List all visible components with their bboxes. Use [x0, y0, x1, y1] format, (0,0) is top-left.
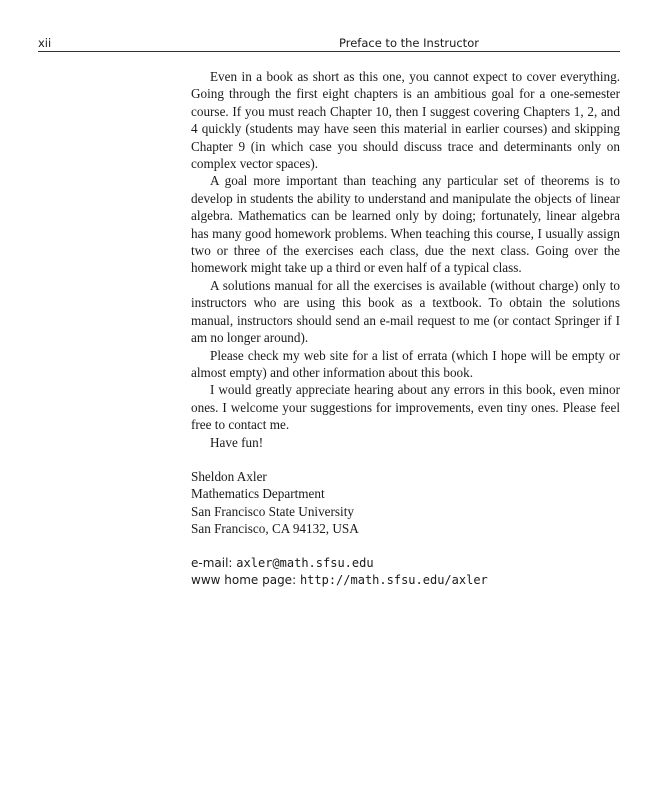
paragraph-solutions-manual: A solutions manual for all the exercises is available (without charge) only to instructors who are using this book as a textbook. To obtain the solutions manual, instructors should send an e-mail request to me (or contact Springer if I am no longer around). — [191, 277, 620, 346]
author-department: Mathematics Department — [191, 486, 325, 502]
author-institution: San Francisco State University — [191, 503, 354, 519]
running-head — [38, 35, 620, 52]
paragraph-errata: Please check my web site for a list of errata (which I hope will be empty or almost empty) and other information about this book. — [191, 347, 620, 380]
email-label: e-mail: — [191, 555, 233, 570]
contact-block — [191, 555, 620, 590]
page-number: xii — [38, 36, 52, 50]
web-line — [191, 572, 620, 589]
preface-body — [191, 68, 620, 589]
paragraph-coverage: Even in a book as short as this one, you cannot expect to cover everything. Going through the first eight chapters is an ambitious goal for a one-semester course. If you must reach Chapter 10, then I suggest covering Chapters 1, 2, and 4 quickly (students may have seen this material in earlier courses) and skipping Chapter 9 (in which case you should discuss trace and determinants only on complex vector spaces). — [191, 69, 620, 172]
signature-block — [191, 468, 620, 538]
paragraph-have-fun: Have fun! — [210, 434, 264, 450]
running-title: Preface to the Instructor — [339, 36, 479, 50]
email-address[interactable]: axler@math.sfsu.edu — [236, 555, 374, 570]
paragraph-goal: A goal more important than teaching any particular set of theorems is to develop in students the ability to understand and manipulate the objects of linear algebra. Mathematics can be learned only by doing; fortunately, linear algebra has many good homework problems. When teaching this course, I usually assign two or three of the exercises each class, due the next class. Going over the homework might take up a third or even half of a typical class. — [191, 173, 620, 276]
web-label: www home page: — [191, 572, 297, 587]
author-location: San Francisco, CA 94132, USA — [191, 521, 359, 537]
web-address[interactable]: http://math.sfsu.edu/axler — [299, 572, 488, 587]
author-name: Sheldon Axler — [191, 468, 267, 484]
paragraph-feedback: I would greatly appreciate hearing about any errors in this book, even minor ones. I welcome your suggestions for improvements, even tiny ones. Please feel free to contact me. — [191, 382, 620, 433]
email-line — [191, 555, 620, 572]
